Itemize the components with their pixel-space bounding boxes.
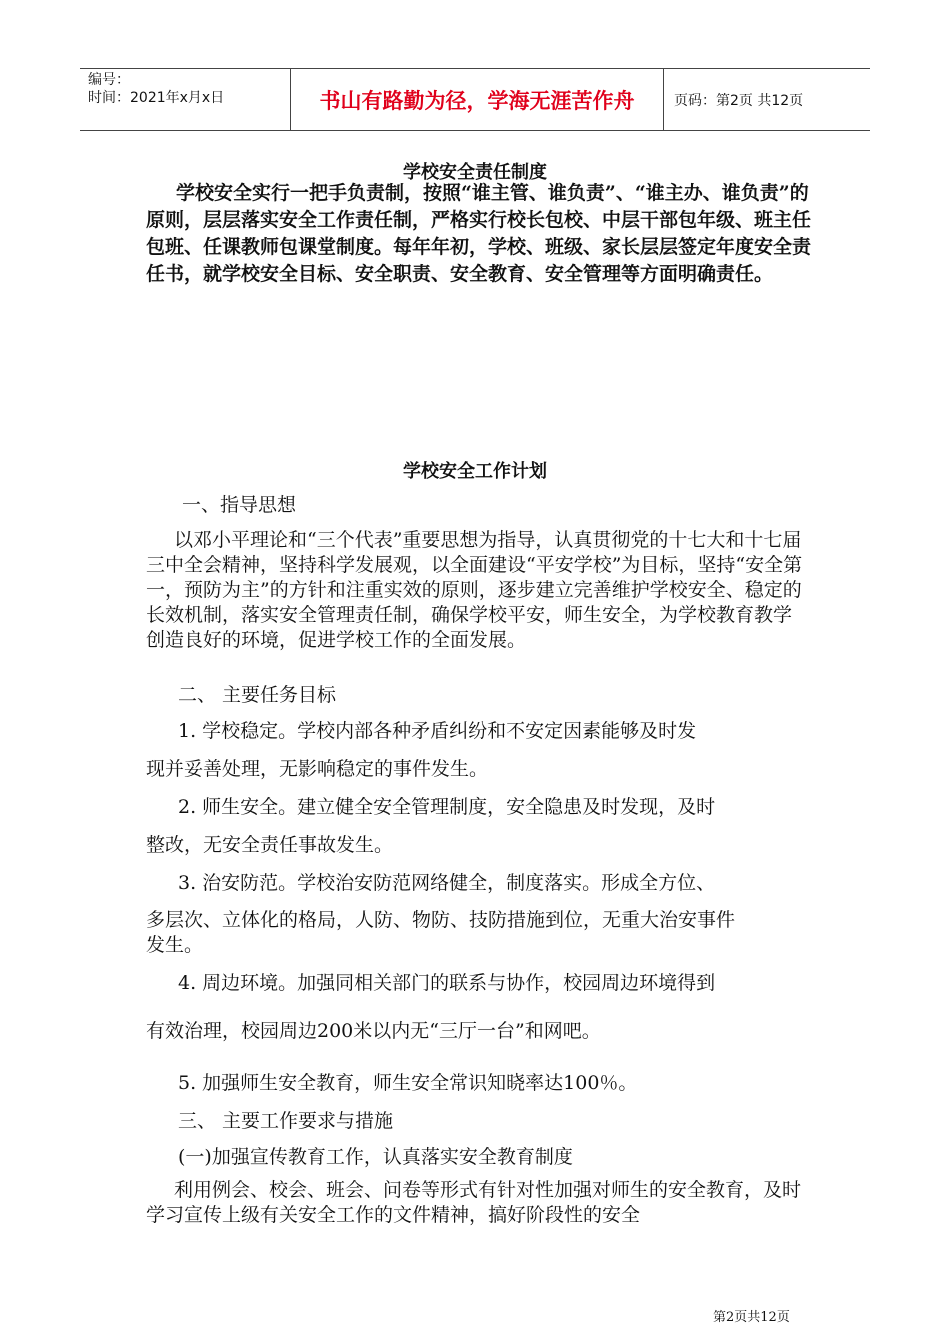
goal-item-3-line3: 发生。 (146, 934, 204, 956)
header-table (80, 68, 870, 131)
publicity-education-paragraph: 利用例会、校会、班会、问卷等形式有针对性加强对师生的安全教育，及时学习宣传上级有关安全工作的文件精神，搞好阶段性的安全 (146, 1179, 802, 1226)
goal-item-2-line1: 2. 师生安全。建立健全安全管理制度，安全隐患及时发现，及时 (178, 796, 716, 818)
header-motto: 书山有路勤为径，学海无涯苦作舟 (290, 69, 664, 130)
subheading-publicity-education: (一)加强宣传教育工作，认真落实安全教育制度 (178, 1146, 573, 1168)
goal-item-4-line2: 有效治理，校园周边200米以内无“三厅一台”和网吧。 (146, 1020, 601, 1042)
heading-work-requirements: 三、 主要工作要求与措施 (178, 1110, 394, 1132)
heading-main-goals: 二、 主要任务目标 (178, 684, 337, 706)
goal-item-3-line2: 多层次、立体化的格局，人防、物防、技防措施到位，无重大治安事件 (146, 909, 736, 931)
goal-item-3-line1: 3. 治安防范。学校治安防范网络健全，制度落实。形成全方位、 (178, 872, 716, 894)
goal-item-1-line2: 现并妥善处理，无影响稳定的事件发生。 (146, 758, 489, 780)
number-label: 编号： (88, 72, 130, 88)
goal-item-2-line2: 整改，无安全责任事故发生。 (146, 834, 394, 856)
header-meta (80, 69, 290, 130)
header-page-info: 页码：第2页 共12页 (674, 92, 804, 109)
section1-body: 学校安全实行一把手负责制，按照“谁主管、谁负责”、“谁主办、谁负责”的原则，层层落实安全工作责任制，严格实行校长包校、中层干部包年级、班主任包班、任课教师包课堂制度。每年年初，学校、班级、家长层层签定年度安全责任书，就学校安全目标、安全职责、安全教育、安全管理等方面明确责任。 (146, 182, 812, 285)
goal-item-1-line1: 1. 学校稳定。学校内部各种矛盾纠纷和不安定因素能够及时发 (178, 720, 697, 742)
time-label: 时间：2021年x月x日 (88, 90, 225, 106)
page-footer: 第2页共12页 (713, 1310, 790, 1325)
section1-title: 学校安全责任制度 (403, 162, 547, 183)
section2-title: 学校安全工作计划 (403, 461, 547, 482)
guiding-ideology-paragraph: 以邓小平理论和“三个代表”重要思想为指导，认真贯彻党的十七大和十七届三中全会精神，坚持科学发展观，以全面建设“平安学校”为目标，坚持“安全第一，预防为主”的方针和注重实效的原则，逐步建立完善维护学校安全、稳定的长效机制，落实安全管理责任制，确保学校平安，师生安全，为学校教育教学创造良好的环境，促进学校工作的全面发展。 (146, 529, 803, 651)
heading-guiding-ideology: 一、指导思想 (182, 494, 297, 516)
goal-item-5: 5. 加强师生安全教育，师生安全常识知晓率达100％。 (178, 1072, 638, 1094)
goal-item-4-line1: 4. 周边环境。加强同相关部门的联系与协作，校园周边环境得到 (178, 972, 716, 994)
